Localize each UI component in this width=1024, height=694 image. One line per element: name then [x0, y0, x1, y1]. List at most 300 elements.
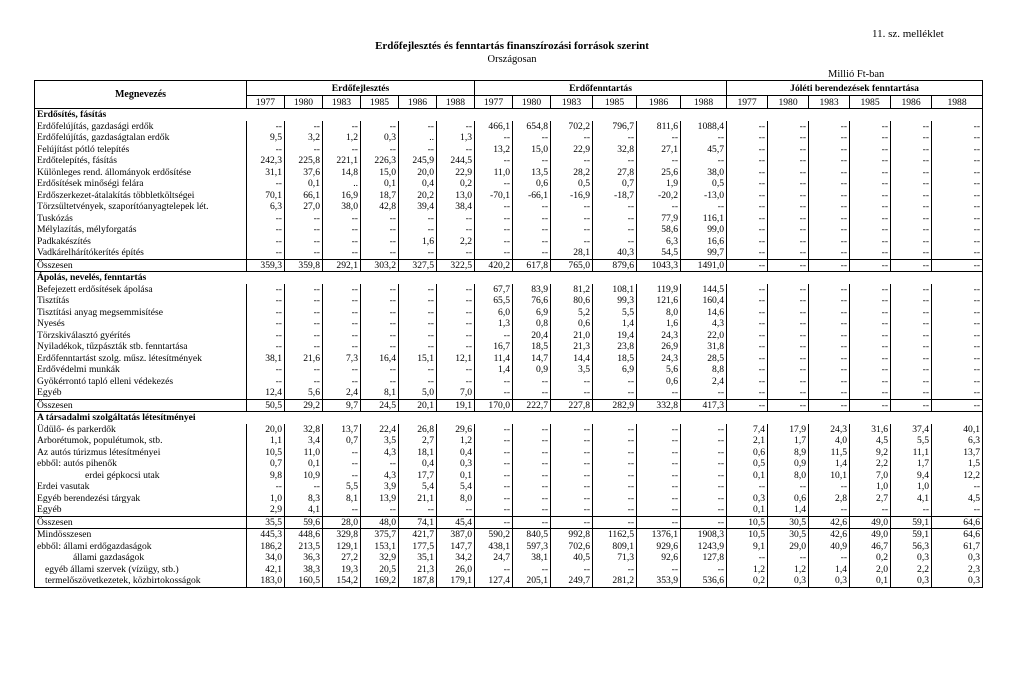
year-header: 1983: [323, 96, 361, 109]
cell-value: --: [809, 201, 850, 213]
cell-value: --: [809, 481, 850, 493]
cell-value: --: [361, 364, 399, 376]
cell-value: --: [932, 236, 983, 248]
cell-value: --: [361, 144, 399, 156]
cell-value: 765,0: [551, 259, 593, 272]
cell-value: --: [932, 341, 983, 353]
cell-value: 16,4: [361, 353, 399, 365]
cell-value: --: [551, 516, 593, 529]
cell-value: --: [399, 247, 437, 259]
cell-value: 2,0: [850, 564, 891, 576]
cell-value: 6,9: [513, 307, 551, 319]
cell-value: 16,6: [681, 236, 727, 248]
cell-value: --: [637, 132, 681, 144]
table-row: [35, 504, 983, 516]
cell-value: 0,3: [891, 552, 932, 564]
cell-value: --: [681, 435, 727, 447]
cell-value: 0,5: [551, 178, 593, 190]
cell-value: --: [399, 341, 437, 353]
table-row: [35, 364, 983, 376]
cell-value: 42,6: [809, 529, 850, 541]
cell-value: 40,5: [551, 552, 593, 564]
cell-value: --: [551, 201, 593, 213]
cell-value: --: [437, 295, 475, 307]
cell-value: --: [247, 121, 285, 133]
cell-value: --: [932, 307, 983, 319]
cell-value: 42,6: [809, 516, 850, 529]
cell-value: 99,3: [593, 295, 637, 307]
table-row: [35, 132, 983, 144]
cell-value: 4,3: [361, 470, 399, 482]
cell-value: 0,1: [361, 178, 399, 190]
table-row: [35, 178, 983, 190]
cell-value: 0,7: [323, 435, 361, 447]
cell-value: --: [247, 247, 285, 259]
cell-value: 27,1: [637, 144, 681, 156]
cell-value: --: [475, 458, 513, 470]
cell-value: 6,3: [247, 201, 285, 213]
section-row: [35, 272, 983, 284]
cell-value: --: [637, 155, 681, 167]
cell-value: 36,3: [285, 552, 323, 564]
cell-value: 13,7: [323, 424, 361, 436]
cell-value: 24,3: [637, 330, 681, 342]
cell-value: 242,3: [247, 155, 285, 167]
cell-value: --: [513, 201, 551, 213]
row-label: Különleges rend. állományok erdősítése: [35, 167, 247, 179]
table-row: [35, 341, 983, 353]
cell-value: 144,5: [681, 284, 727, 296]
cell-value: 38,1: [247, 353, 285, 365]
cell-value: 3,4: [285, 435, 323, 447]
year-header: 1980: [768, 96, 809, 109]
cell-value: --: [850, 155, 891, 167]
cell-value: --: [551, 458, 593, 470]
cell-value: 30,5: [768, 529, 809, 541]
cell-value: --: [323, 504, 361, 516]
cell-value: --: [399, 364, 437, 376]
cell-value: --: [932, 353, 983, 365]
table-row: [35, 307, 983, 319]
cell-value: --: [399, 504, 437, 516]
cell-value: --: [727, 295, 768, 307]
row-label: Tuskózás: [35, 213, 247, 225]
cell-value: --: [809, 247, 850, 259]
cell-value: --: [768, 399, 809, 412]
cell-value: --: [285, 284, 323, 296]
cell-value: --: [475, 435, 513, 447]
row-label: Erdőfelújítás, gazdasági erdők: [35, 121, 247, 133]
cell-value: --: [361, 376, 399, 388]
cell-value: 4,1: [891, 493, 932, 505]
cell-value: --: [850, 167, 891, 179]
cell-value: --: [681, 132, 727, 144]
cell-value: --: [850, 132, 891, 144]
cell-value: --: [593, 132, 637, 144]
cell-value: 359,8: [285, 259, 323, 272]
cell-value: 466,1: [475, 121, 513, 133]
cell-value: 359,3: [247, 259, 285, 272]
cell-value: --: [727, 132, 768, 144]
cell-value: 992,8: [551, 529, 593, 541]
cell-value: 20,5: [361, 564, 399, 576]
cell-value: --: [475, 376, 513, 388]
cell-value: 0,3: [932, 552, 983, 564]
cell-value: --: [247, 284, 285, 296]
cell-value: --: [247, 236, 285, 248]
cell-value: --: [399, 224, 437, 236]
cell-value: --: [551, 424, 593, 436]
cell-value: --: [727, 387, 768, 399]
cell-value: 2,7: [850, 493, 891, 505]
cell-value: 2,2: [850, 458, 891, 470]
cell-value: --: [323, 458, 361, 470]
cell-value: 5,4: [437, 481, 475, 493]
cell-value: --: [361, 236, 399, 248]
cell-value: --: [681, 481, 727, 493]
cell-value: 448,6: [285, 529, 323, 541]
cell-value: --: [850, 318, 891, 330]
cell-value: 8,1: [323, 493, 361, 505]
cell-value: 187,8: [399, 575, 437, 587]
cell-value: 21,3: [551, 341, 593, 353]
cell-value: 1,2: [323, 132, 361, 144]
cell-value: --: [768, 284, 809, 296]
cell-value: 13,0: [437, 190, 475, 202]
cell-value: --: [437, 284, 475, 296]
cell-value: --: [727, 330, 768, 342]
cell-value: --: [513, 564, 551, 576]
cell-value: --: [891, 167, 932, 179]
cell-value: 127,4: [475, 575, 513, 587]
cell-value: 327,5: [399, 259, 437, 272]
cell-value: --: [727, 178, 768, 190]
cell-value: 19,3: [323, 564, 361, 576]
cell-value: 282,9: [593, 399, 637, 412]
cell-value: --: [361, 224, 399, 236]
cell-value: --: [809, 376, 850, 388]
table-row: [35, 575, 983, 587]
cell-value: --: [850, 284, 891, 296]
table-row: [35, 224, 983, 236]
cell-value: --: [768, 201, 809, 213]
cell-value: --: [361, 247, 399, 259]
cell-value: 0,2: [437, 178, 475, 190]
cell-value: --: [285, 364, 323, 376]
cell-value: --: [437, 144, 475, 156]
cell-value: --: [727, 236, 768, 248]
cell-value: 28,1: [551, 247, 593, 259]
cell-value: --: [637, 387, 681, 399]
cell-value: 20,4: [513, 330, 551, 342]
cell-value: --: [247, 318, 285, 330]
cell-value: 21,1: [399, 493, 437, 505]
cell-value: --: [475, 447, 513, 459]
cell-value: 796,7: [593, 121, 637, 133]
cell-value: --: [593, 458, 637, 470]
cell-value: 0,6: [637, 376, 681, 388]
cell-value: 34,0: [247, 552, 285, 564]
cell-value: --: [513, 224, 551, 236]
cell-value: 226,3: [361, 155, 399, 167]
cell-value: --: [850, 121, 891, 133]
cell-value: 1,0: [247, 493, 285, 505]
section-title: Erdősítés, fásítás: [35, 109, 983, 121]
cell-value: 0,7: [247, 458, 285, 470]
cell-value: 811,6: [637, 121, 681, 133]
cell-value: --: [809, 364, 850, 376]
cell-value: --: [727, 155, 768, 167]
cell-value: 702,2: [551, 121, 593, 133]
total-row: [35, 399, 983, 412]
cell-value: --: [323, 224, 361, 236]
cell-value: 3,9: [361, 481, 399, 493]
cell-value: --: [768, 144, 809, 156]
cell-value: 5,5: [891, 435, 932, 447]
cell-value: --: [850, 259, 891, 272]
row-label: Erdőfelújítás, gazdaságtalan erdők: [35, 132, 247, 144]
cell-value: --: [323, 364, 361, 376]
cell-value: --: [475, 224, 513, 236]
cell-value: 0,4: [399, 458, 437, 470]
cell-value: --: [768, 132, 809, 144]
cell-value: --: [681, 493, 727, 505]
cell-value: --: [593, 564, 637, 576]
cell-value: 0,1: [727, 504, 768, 516]
cell-value: --: [593, 224, 637, 236]
cell-value: 420,2: [475, 259, 513, 272]
cell-value: --: [551, 224, 593, 236]
cell-value: 1376,1: [637, 529, 681, 541]
cell-value: 24,3: [809, 424, 850, 436]
cell-value: --: [361, 330, 399, 342]
cell-value: 10,5: [727, 529, 768, 541]
cell-value: --: [285, 247, 323, 259]
cell-value: --: [361, 295, 399, 307]
cell-value: 32,8: [285, 424, 323, 436]
cell-value: 1,4: [593, 318, 637, 330]
cell-value: --: [399, 295, 437, 307]
cell-value: 0,6: [768, 493, 809, 505]
cell-value: 245,9: [399, 155, 437, 167]
cell-value: 0,4: [437, 447, 475, 459]
cell-value: 353,9: [637, 575, 681, 587]
cell-value: 0,1: [285, 458, 323, 470]
cell-value: 18,1: [399, 447, 437, 459]
cell-value: --: [399, 307, 437, 319]
cell-value: --: [247, 295, 285, 307]
cell-value: 38,3: [285, 564, 323, 576]
cell-value: 59,1: [891, 529, 932, 541]
cell-value: 1,4: [475, 364, 513, 376]
cell-value: 18,5: [513, 341, 551, 353]
total-row: [35, 516, 983, 529]
cell-value: --: [593, 504, 637, 516]
cell-value: --: [768, 353, 809, 365]
cell-value: --: [891, 155, 932, 167]
cell-value: 38,1: [513, 552, 551, 564]
cell-value: --: [399, 330, 437, 342]
cell-value: --: [727, 353, 768, 365]
cell-value: --: [727, 341, 768, 353]
cell-value: 929,6: [637, 541, 681, 553]
cell-value: --: [513, 387, 551, 399]
cell-value: --: [513, 247, 551, 259]
cell-value: 35,1: [399, 552, 437, 564]
cell-value: --: [891, 284, 932, 296]
cell-value: --: [437, 224, 475, 236]
annex-label: 11. sz. melléklet: [872, 28, 944, 40]
group-header-development: Erdőfejlesztés: [247, 81, 475, 96]
cell-value: 1,1: [247, 435, 285, 447]
cell-value: 92,6: [637, 552, 681, 564]
cell-value: 35,5: [247, 516, 285, 529]
year-header: 1985: [593, 96, 637, 109]
cell-value: 22,9: [437, 167, 475, 179]
cell-value: 617,8: [513, 259, 551, 272]
cell-value: --: [932, 295, 983, 307]
cell-value: 26,8: [399, 424, 437, 436]
cell-value: 221,1: [323, 155, 361, 167]
cell-value: 438,1: [475, 541, 513, 553]
cell-value: 281,2: [593, 575, 637, 587]
cell-value: --: [891, 247, 932, 259]
cell-value: 0,3: [437, 458, 475, 470]
cell-value: --: [513, 424, 551, 436]
cell-value: 2,3: [932, 564, 983, 576]
cell-value: 27,2: [323, 552, 361, 564]
table-row: [35, 387, 983, 399]
cell-value: --: [727, 318, 768, 330]
cell-value: 6,0: [475, 307, 513, 319]
cell-value: 38,0: [681, 167, 727, 179]
cell-value: --: [399, 284, 437, 296]
cell-value: 11,5: [809, 447, 850, 459]
cell-value: 2,8: [809, 493, 850, 505]
row-label: Erdővédelmi munkák: [35, 364, 247, 376]
cell-value: --: [513, 132, 551, 144]
cell-value: --: [475, 213, 513, 225]
cell-value: --: [932, 330, 983, 342]
cell-value: 3,5: [361, 435, 399, 447]
cell-value: 213,5: [285, 541, 323, 553]
cell-value: 6,3: [932, 435, 983, 447]
cell-value: --: [891, 259, 932, 272]
cell-value: --: [932, 155, 983, 167]
cell-value: --: [850, 387, 891, 399]
cell-value: 25,6: [637, 167, 681, 179]
cell-value: 22,9: [551, 144, 593, 156]
cell-value: --: [475, 155, 513, 167]
cell-value: 10,5: [727, 516, 768, 529]
cell-value: 24,7: [475, 552, 513, 564]
cell-value: 119,9: [637, 284, 681, 296]
cell-value: --: [513, 504, 551, 516]
cell-value: 49,0: [850, 529, 891, 541]
cell-value: 29,0: [768, 541, 809, 553]
cell-value: --: [323, 447, 361, 459]
cell-value: 127,8: [681, 552, 727, 564]
cell-value: --: [850, 224, 891, 236]
cell-value: 61,7: [932, 541, 983, 553]
cell-value: 13,5: [513, 167, 551, 179]
cell-value: --: [727, 190, 768, 202]
cell-value: --: [727, 259, 768, 272]
cell-value: 0,6: [727, 447, 768, 459]
cell-value: 5,5: [323, 481, 361, 493]
cell-value: -13,0: [681, 190, 727, 202]
cell-value: 702,6: [551, 541, 593, 553]
row-label: Tisztítás: [35, 295, 247, 307]
table-row: [35, 144, 983, 156]
cell-value: --: [323, 318, 361, 330]
cell-value: 77,9: [637, 213, 681, 225]
cell-value: 421,7: [399, 529, 437, 541]
cell-value: --: [809, 132, 850, 144]
cell-value: --: [513, 213, 551, 225]
cell-value: --: [513, 435, 551, 447]
cell-value: --: [932, 376, 983, 388]
cell-value: --: [850, 307, 891, 319]
cell-value: --: [513, 516, 551, 529]
cell-value: 1,2: [727, 564, 768, 576]
cell-value: --: [637, 201, 681, 213]
cell-value: --: [513, 447, 551, 459]
cell-value: --: [891, 504, 932, 516]
cell-value: --: [727, 364, 768, 376]
table-row: [35, 376, 983, 388]
cell-value: 0,3: [727, 493, 768, 505]
cell-value: 1,3: [475, 318, 513, 330]
cell-value: 39,4: [399, 201, 437, 213]
cell-value: --: [361, 504, 399, 516]
cell-value: --: [809, 236, 850, 248]
cell-value: 0,1: [437, 470, 475, 482]
row-label: Befejezett erdősítések ápolása: [35, 284, 247, 296]
cell-value: 11,0: [475, 167, 513, 179]
cell-value: --: [551, 387, 593, 399]
cell-value: --: [850, 190, 891, 202]
cell-value: 4,0: [809, 435, 850, 447]
table-row: [35, 167, 983, 179]
cell-value: --: [932, 224, 983, 236]
cell-value: 417,3: [681, 399, 727, 412]
cell-value: 38,0: [323, 201, 361, 213]
cell-value: --: [891, 224, 932, 236]
cell-value: 18,7: [361, 190, 399, 202]
year-header: 1980: [285, 96, 323, 109]
cell-value: --: [768, 224, 809, 236]
cell-value: 1,7: [768, 435, 809, 447]
cell-value: 5,4: [399, 481, 437, 493]
cell-value: 0,5: [727, 458, 768, 470]
table-row: [35, 481, 983, 493]
cell-value: --: [768, 167, 809, 179]
cell-value: --: [593, 424, 637, 436]
cell-value: 0,1: [285, 178, 323, 190]
row-label: Üdülő- és parkerdők: [35, 424, 247, 436]
cell-value: 9,2: [850, 447, 891, 459]
cell-value: 71,3: [593, 552, 637, 564]
cell-value: 227,8: [551, 399, 593, 412]
cell-value: 0,6: [513, 178, 551, 190]
row-label: termelőszövetkezetek, közbirtokosságok: [35, 575, 247, 587]
cell-value: 65,5: [475, 295, 513, 307]
cell-value: 42,8: [361, 201, 399, 213]
cell-value: 116,1: [681, 213, 727, 225]
cell-value: --: [513, 481, 551, 493]
cell-value: 1,2: [768, 564, 809, 576]
